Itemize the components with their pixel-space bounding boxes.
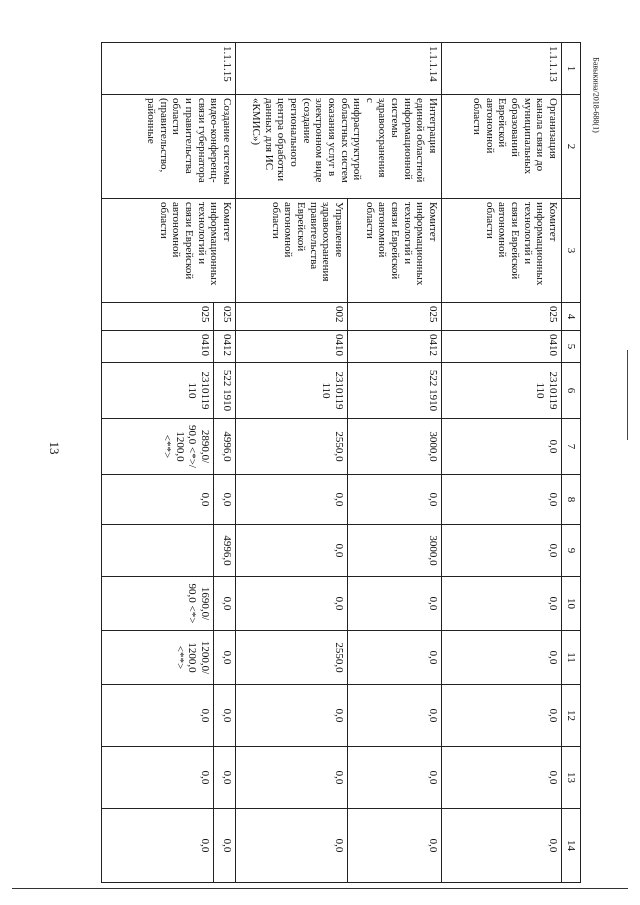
cell-code: 002 (236, 303, 348, 331)
cell-value: 0,0 (214, 747, 236, 809)
cell-value: 0,0 (348, 809, 442, 883)
cell-value: 0,0 (102, 475, 214, 525)
cell-value: 4996,0 (214, 525, 236, 577)
header-row (562, 43, 581, 883)
cell-value: 0,0 (348, 577, 442, 631)
cell-value: 2550,0 (236, 631, 348, 685)
bottom-rule (12, 888, 628, 889)
row-name: Организация канала связи до муниципальных образований Еврейской автономной области (442, 95, 562, 199)
cell-value: 0,0 (348, 747, 442, 809)
col-header: 11 (562, 631, 581, 685)
cell-value: 0,0 (348, 685, 442, 747)
cell-value: 0,0 (102, 809, 214, 883)
table-row (442, 43, 562, 883)
cell-code: 0410 (102, 331, 214, 363)
cell-code: 0412 (348, 331, 442, 363)
table-row (214, 43, 236, 883)
col-header: 4 (562, 303, 581, 331)
cell-code: 522 1910 (348, 363, 442, 419)
cell-value: 0,0 (442, 809, 562, 883)
cell-value: 1690,0/ 90,0 <*> (102, 577, 214, 631)
cell-value: 0,0 (236, 475, 348, 525)
col-header: 12 (562, 685, 581, 747)
col-header: 5 (562, 331, 581, 363)
table-row (348, 43, 442, 883)
cell-value (102, 525, 214, 577)
cell-value: 0,0 (236, 525, 348, 577)
row-id: 1.1.1.13 (442, 43, 562, 95)
cell-code: 0410 (236, 331, 348, 363)
row-name: Интеграция единой областной информационной системы здравоохранения с инфраструктурой областных систем оказания услуг в электронном виде (создание регионального центра обработки данных для ИС «КМИС») (236, 95, 442, 199)
cell-value: 4996,0 (214, 419, 236, 475)
col-header: 8 (562, 475, 581, 525)
cell-value: 0,0 (442, 631, 562, 685)
cell-value: 0,0 (442, 747, 562, 809)
cell-code: 025 (442, 303, 562, 331)
col-header: 7 (562, 419, 581, 475)
row-org: Комитет информационных технологий и связи Еврейской автономной области (442, 199, 562, 303)
cell-value: 0,0 (236, 809, 348, 883)
cell-code: 2310119 110 (236, 363, 348, 419)
cell-value: 3000,0 (348, 525, 442, 577)
col-header: 3 (562, 199, 581, 303)
row-org: Комитет информационных технологий и связи Еврейской автономной области (348, 199, 442, 303)
col-header: 10 (562, 577, 581, 631)
col-header: 14 (562, 809, 581, 883)
budget-table-container (101, 42, 581, 882)
cell-value: 0,0 (214, 685, 236, 747)
cell-code: 2310119 110 (102, 363, 214, 419)
cell-value: 0,0 (442, 419, 562, 475)
row-name: Создание системы видео-конференц- связи губернатора и правительства области (правительство, районные (102, 95, 236, 199)
row-id: 1.1.1.15 (102, 43, 236, 95)
cell-value: 0,0 (214, 577, 236, 631)
col-header: 6 (562, 363, 581, 419)
cell-code: 025 (348, 303, 442, 331)
col-header: 2 (562, 95, 581, 199)
cell-code: 025 (214, 303, 236, 331)
col-header: 1 (562, 43, 581, 95)
cell-value: 0,0 (214, 475, 236, 525)
cell-value: 2550,0 (236, 419, 348, 475)
cell-code: 025 (102, 303, 214, 331)
cell-value: 3000,0 (348, 419, 442, 475)
cell-code: 2310119 110 (442, 363, 562, 419)
cell-value: 0,0 (236, 577, 348, 631)
row-org: Комитет информационных технологий и связи Еврейской автономной области (102, 199, 236, 303)
col-header: 9 (562, 525, 581, 577)
page-number: 13 (47, 441, 62, 455)
margin-line (627, 350, 628, 440)
cell-value: 0,0 (442, 577, 562, 631)
cell-code: 0412 (214, 331, 236, 363)
cell-value: 0,0 (348, 631, 442, 685)
cell-value: 0,0 (348, 475, 442, 525)
cell-value: 2890,0/ 90,0 <*>/ 1200,0 <**> (102, 419, 214, 475)
cell-value: 0,0 (102, 685, 214, 747)
cell-value: 0,0 (442, 475, 562, 525)
cell-value: 1200,0/ 1200,0 <**> (102, 631, 214, 685)
cell-value: 0,0 (214, 631, 236, 685)
cell-value: 0,0 (214, 809, 236, 883)
cell-value: 0,0 (236, 685, 348, 747)
budget-table (101, 42, 581, 883)
document-id: Бавыкина/2018-688(1) (591, 57, 601, 133)
cell-value: 0,0 (442, 525, 562, 577)
row-id: 1.1.1.14 (236, 43, 442, 95)
cell-value: 0,0 (102, 747, 214, 809)
col-header: 13 (562, 747, 581, 809)
cell-value: 0,0 (236, 747, 348, 809)
cell-code: 522 1910 (214, 363, 236, 419)
row-org: Управление здравоохранения правительства Еврейской автономной области (236, 199, 348, 303)
cell-value: 0,0 (442, 685, 562, 747)
cell-code: 0410 (442, 331, 562, 363)
